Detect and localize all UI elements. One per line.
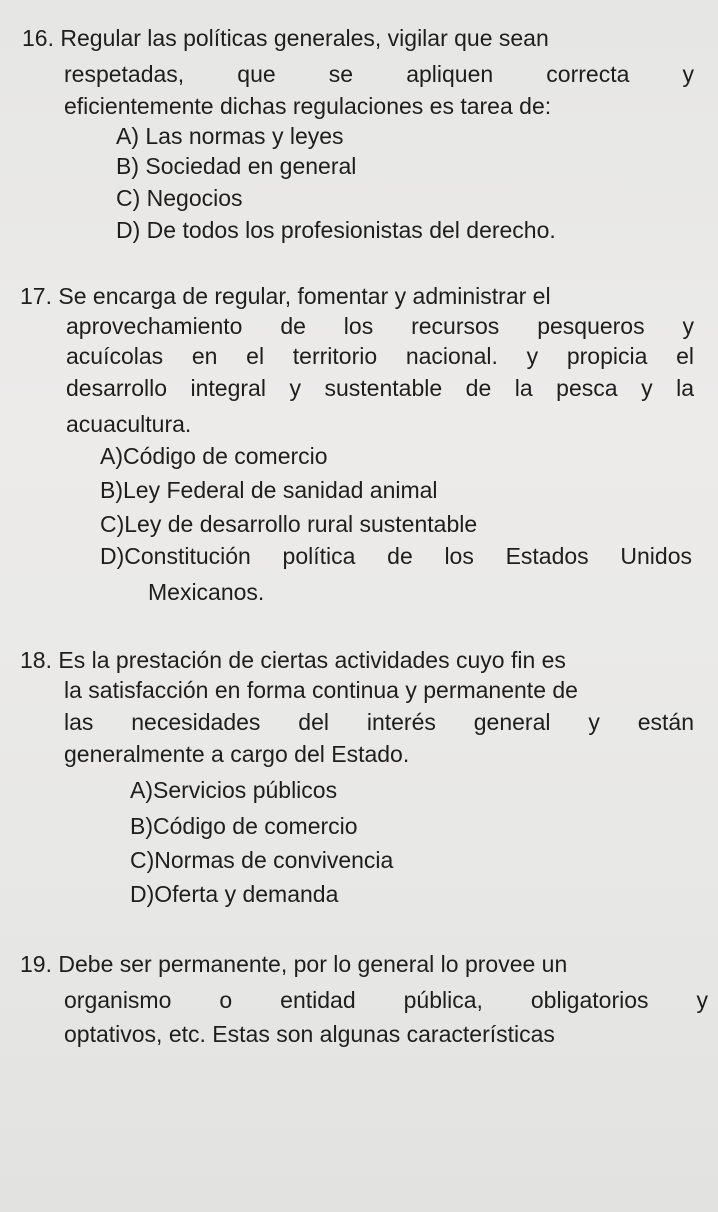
question-stem-line: Regular las políticas generales, vigilar que sean [60,25,549,51]
question-stem-line: Es la prestación de ciertas actividades cuyo fin es [58,647,566,673]
question-stem-line: Se encarga de regular, fomentar y administrar el [58,283,551,309]
question-stem-line: las necesidades del interés general y están [64,709,694,735]
question-stem-line: Debe ser permanente, por lo general lo provee un [58,951,568,977]
answer-option: A)Código de comercio [100,443,328,469]
question-stem-line: optativos, etc. Estas son algunas características [64,1021,555,1047]
question-number: 18. [20,647,52,673]
answer-option: C)Normas de convivencia [130,847,394,873]
answer-option: C) Negocios [116,185,243,211]
answer-option: A)Servicios públicos [130,777,338,803]
answer-option: D) De todos los profesionistas del derecho. [116,217,556,243]
answer-option: A) Las normas y leyes [116,123,344,149]
question-stem-line: acuacultura. [66,411,192,437]
question-stem-line: desarrollo integral y sustentable de la pesca y la [66,375,694,401]
question-number: 19. [20,951,52,977]
question-stem-line: organismo o entidad pública, obligatorios y [64,987,708,1013]
question-stem-line: eficientemente dichas regulaciones es tarea de: [64,93,552,119]
question-stem-line: respetadas, que se apliquen correcta y [64,61,694,87]
answer-option: B)Ley Federal de sanidad animal [100,477,438,503]
question-number: 17. [20,283,52,309]
question-stem-line: generalmente a cargo del Estado. [64,741,410,767]
question-stem-line: acuícolas en el territorio nacional. y propicia el [66,343,694,369]
question-stem-line: la satisfacción en forma continua y permanente de [64,677,578,703]
answer-option: B) Sociedad en general [116,153,357,179]
answer-option: B)Código de comercio [130,813,358,839]
question-number: 16. [22,25,54,51]
answer-option: D)Oferta y demanda [130,881,339,907]
question-stem-line: aprovechamiento de los recursos pesqueros y [66,313,694,339]
answer-option-continuation: Mexicanos. [148,579,265,605]
answer-option: C)Ley de desarrollo rural sustentable [100,511,478,537]
answer-option: D)Constitución política de los Estados Unidos [100,543,692,569]
